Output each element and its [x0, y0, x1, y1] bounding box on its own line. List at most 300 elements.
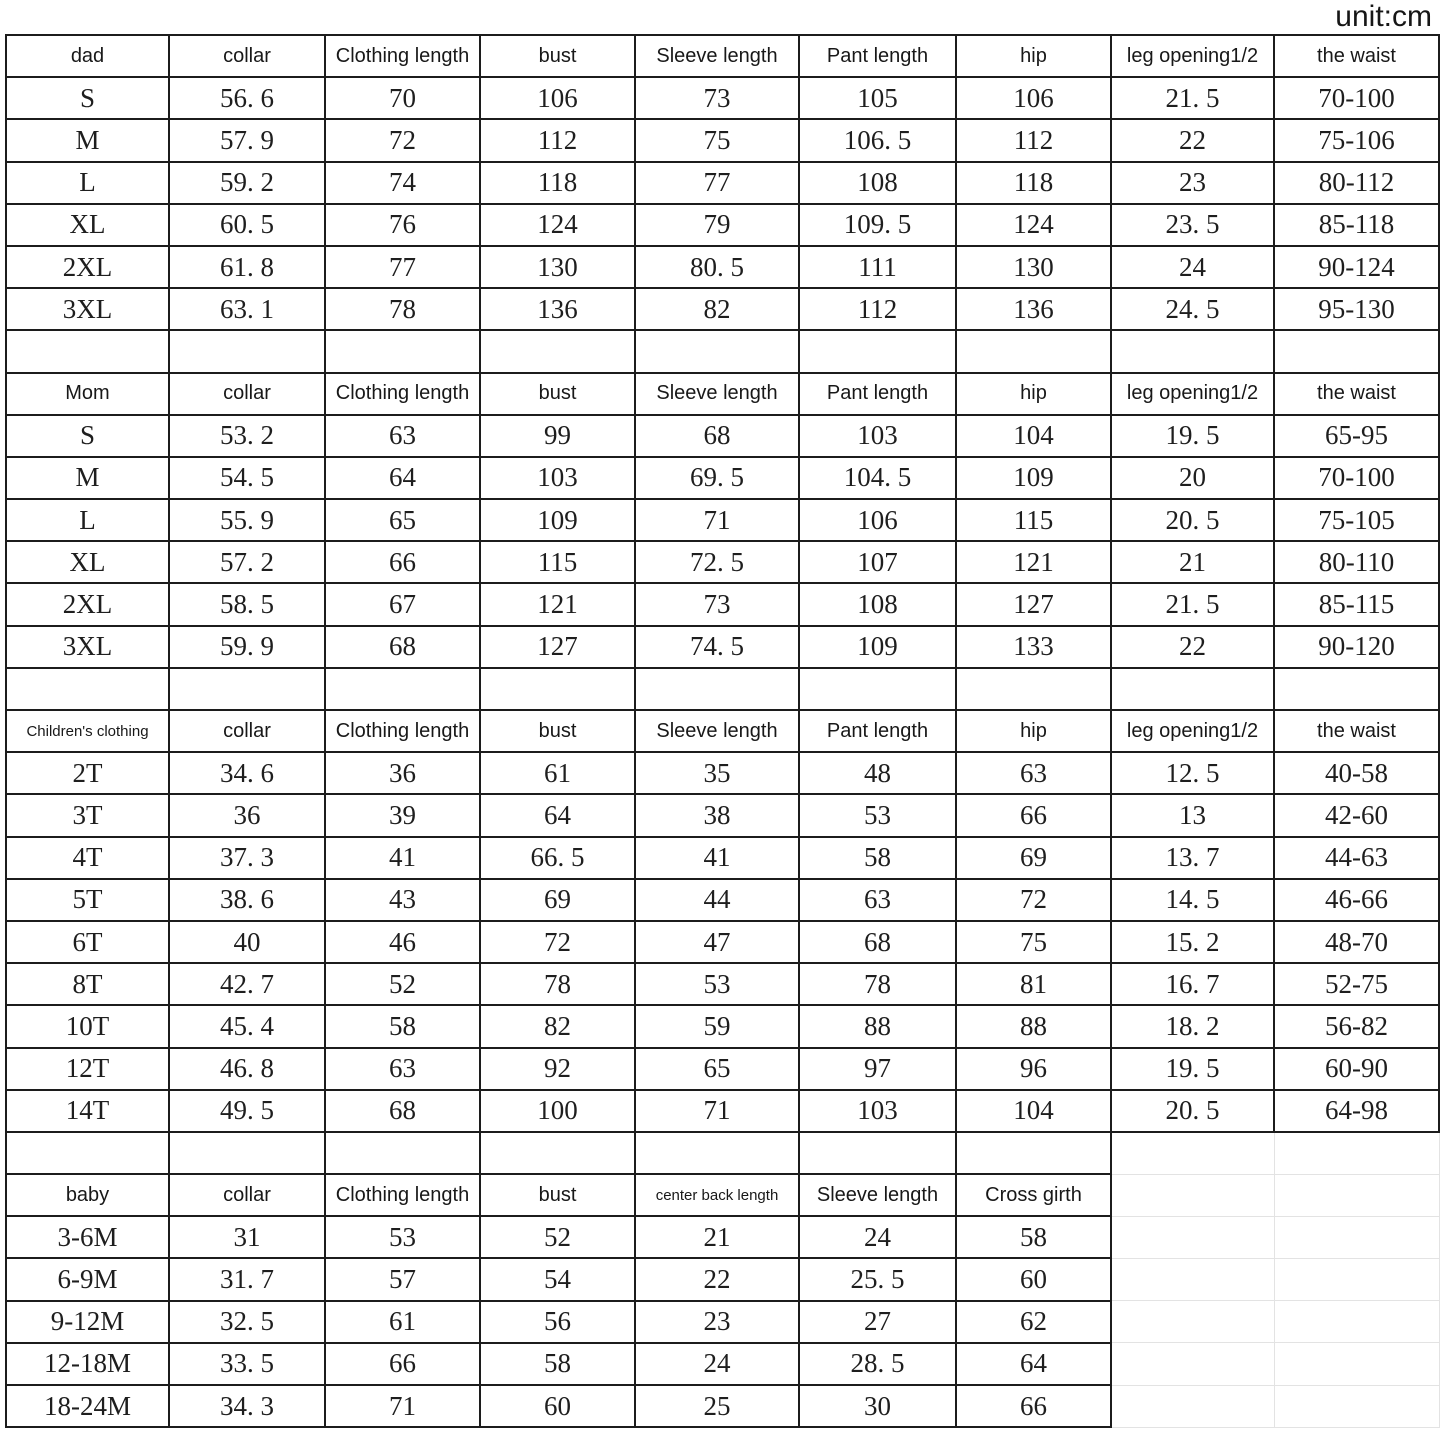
spreadsheet-grid-cell	[1111, 1174, 1274, 1216]
value-cell: 23	[635, 1301, 799, 1343]
size-label-cell: 5T	[6, 879, 169, 921]
header-cell: hip	[956, 710, 1111, 752]
value-cell: 49. 5	[169, 1090, 325, 1132]
header-cell: bust	[480, 35, 635, 77]
section-title-cell: baby	[6, 1174, 169, 1216]
table-row	[6, 204, 1439, 246]
value-cell: 111	[799, 246, 956, 288]
value-cell: 52	[480, 1216, 635, 1258]
section-header-row	[6, 1174, 1439, 1216]
value-cell: 13	[1111, 794, 1274, 836]
header-cell: Clothing length	[325, 373, 480, 415]
header-cell: the waist	[1274, 35, 1439, 77]
value-cell: 57. 2	[169, 541, 325, 583]
value-cell: 107	[799, 541, 956, 583]
value-cell: 56-82	[1274, 1005, 1439, 1047]
value-cell: 44-63	[1274, 837, 1439, 879]
empty-cell	[956, 330, 1111, 372]
header-cell: leg opening1/2	[1111, 373, 1274, 415]
value-cell: 136	[480, 288, 635, 330]
value-cell: 106	[956, 77, 1111, 119]
value-cell: 58. 5	[169, 583, 325, 625]
header-cell: Clothing length	[325, 710, 480, 752]
value-cell: 77	[635, 162, 799, 204]
value-cell: 72	[956, 879, 1111, 921]
size-label-cell: 8T	[6, 963, 169, 1005]
value-cell: 66. 5	[480, 837, 635, 879]
spreadsheet-grid-cell	[1274, 1174, 1439, 1216]
empty-cell	[799, 330, 956, 372]
header-cell: Sleeve length	[635, 35, 799, 77]
spreadsheet-grid-cell	[1111, 1216, 1274, 1258]
value-cell: 99	[480, 415, 635, 457]
value-cell: 44	[635, 879, 799, 921]
value-cell: 82	[480, 1005, 635, 1047]
value-cell: 90-124	[1274, 246, 1439, 288]
value-cell: 63	[325, 415, 480, 457]
size-label-cell: 4T	[6, 837, 169, 879]
value-cell: 40-58	[1274, 752, 1439, 794]
value-cell: 34. 6	[169, 752, 325, 794]
empty-cell	[480, 330, 635, 372]
header-cell: Sleeve length	[799, 1174, 956, 1216]
value-cell: 80-110	[1274, 541, 1439, 583]
value-cell: 65	[325, 499, 480, 541]
spreadsheet-grid-cell	[1274, 1132, 1439, 1174]
value-cell: 68	[325, 1090, 480, 1132]
header-cell: center back length	[635, 1174, 799, 1216]
value-cell: 13. 7	[1111, 837, 1274, 879]
value-cell: 20	[1111, 457, 1274, 499]
section-header-row	[6, 373, 1439, 415]
value-cell: 66	[956, 1385, 1111, 1427]
value-cell: 22	[1111, 119, 1274, 161]
value-cell: 54. 5	[169, 457, 325, 499]
value-cell: 70-100	[1274, 77, 1439, 119]
value-cell: 27	[799, 1301, 956, 1343]
spreadsheet-grid-cell	[1111, 1385, 1274, 1427]
value-cell: 42. 7	[169, 963, 325, 1005]
value-cell: 92	[480, 1048, 635, 1090]
spacer-row	[6, 330, 1439, 372]
value-cell: 46-66	[1274, 879, 1439, 921]
value-cell: 21. 5	[1111, 77, 1274, 119]
value-cell: 75-105	[1274, 499, 1439, 541]
value-cell: 45. 4	[169, 1005, 325, 1047]
header-cell: Clothing length	[325, 1174, 480, 1216]
value-cell: 70	[325, 77, 480, 119]
value-cell: 42-60	[1274, 794, 1439, 836]
value-cell: 57. 9	[169, 119, 325, 161]
empty-cell	[6, 1132, 169, 1174]
header-cell: hip	[956, 373, 1111, 415]
value-cell: 90-120	[1274, 626, 1439, 668]
value-cell: 115	[480, 541, 635, 583]
value-cell: 112	[480, 119, 635, 161]
size-label-cell: 12-18M	[6, 1343, 169, 1385]
value-cell: 53	[635, 963, 799, 1005]
value-cell: 68	[325, 626, 480, 668]
value-cell: 53	[799, 794, 956, 836]
size-label-cell: S	[6, 77, 169, 119]
value-cell: 61	[480, 752, 635, 794]
value-cell: 63	[956, 752, 1111, 794]
value-cell: 16. 7	[1111, 963, 1274, 1005]
size-chart-sheet	[5, 34, 1440, 1428]
value-cell: 109	[480, 499, 635, 541]
value-cell: 48-70	[1274, 921, 1439, 963]
table-row	[6, 77, 1439, 119]
value-cell: 115	[956, 499, 1111, 541]
value-cell: 56. 6	[169, 77, 325, 119]
table-row	[6, 1343, 1439, 1385]
header-cell: collar	[169, 1174, 325, 1216]
value-cell: 21	[1111, 541, 1274, 583]
size-chart-table	[5, 34, 1440, 1428]
section-title-cell: Children's clothing	[6, 710, 169, 752]
table-row	[6, 963, 1439, 1005]
spreadsheet-grid-cell	[1111, 1301, 1274, 1343]
table-row	[6, 119, 1439, 161]
empty-cell	[1274, 668, 1439, 710]
value-cell: 63	[799, 879, 956, 921]
value-cell: 104	[956, 1090, 1111, 1132]
value-cell: 24	[799, 1216, 956, 1258]
empty-cell	[169, 330, 325, 372]
section-title-cell: Mom	[6, 373, 169, 415]
value-cell: 22	[635, 1258, 799, 1300]
spreadsheet-grid-cell	[1111, 1343, 1274, 1385]
size-label-cell: 2XL	[6, 246, 169, 288]
size-label-cell: 6T	[6, 921, 169, 963]
value-cell: 75	[635, 119, 799, 161]
value-cell: 64-98	[1274, 1090, 1439, 1132]
value-cell: 57	[325, 1258, 480, 1300]
value-cell: 60. 5	[169, 204, 325, 246]
value-cell: 79	[635, 204, 799, 246]
value-cell: 106. 5	[799, 119, 956, 161]
value-cell: 59	[635, 1005, 799, 1047]
table-row	[6, 541, 1439, 583]
value-cell: 124	[956, 204, 1111, 246]
value-cell: 53. 2	[169, 415, 325, 457]
table-row	[6, 457, 1439, 499]
size-label-cell: XL	[6, 541, 169, 583]
size-label-cell: M	[6, 119, 169, 161]
size-label-cell: 3XL	[6, 626, 169, 668]
value-cell: 78	[799, 963, 956, 1005]
value-cell: 85-118	[1274, 204, 1439, 246]
value-cell: 103	[799, 1090, 956, 1132]
value-cell: 136	[956, 288, 1111, 330]
size-label-cell: 10T	[6, 1005, 169, 1047]
value-cell: 60	[956, 1258, 1111, 1300]
value-cell: 53	[325, 1216, 480, 1258]
value-cell: 109	[956, 457, 1111, 499]
value-cell: 32. 5	[169, 1301, 325, 1343]
value-cell: 56	[480, 1301, 635, 1343]
value-cell: 47	[635, 921, 799, 963]
value-cell: 78	[480, 963, 635, 1005]
value-cell: 69	[480, 879, 635, 921]
value-cell: 64	[480, 794, 635, 836]
value-cell: 39	[325, 794, 480, 836]
empty-cell	[480, 668, 635, 710]
value-cell: 70-100	[1274, 457, 1439, 499]
spreadsheet-grid-cell	[1274, 1343, 1439, 1385]
header-cell: bust	[480, 710, 635, 752]
value-cell: 18. 2	[1111, 1005, 1274, 1047]
value-cell: 66	[325, 1343, 480, 1385]
value-cell: 74	[325, 162, 480, 204]
value-cell: 72	[325, 119, 480, 161]
value-cell: 73	[635, 77, 799, 119]
header-cell: leg opening1/2	[1111, 35, 1274, 77]
value-cell: 106	[799, 499, 956, 541]
empty-cell	[956, 668, 1111, 710]
value-cell: 21. 5	[1111, 583, 1274, 625]
empty-cell	[169, 1132, 325, 1174]
value-cell: 96	[956, 1048, 1111, 1090]
table-row	[6, 1048, 1439, 1090]
size-label-cell: 12T	[6, 1048, 169, 1090]
table-row	[6, 583, 1439, 625]
value-cell: 88	[799, 1005, 956, 1047]
table-row	[6, 921, 1439, 963]
table-row	[6, 626, 1439, 668]
header-cell: Pant length	[799, 373, 956, 415]
value-cell: 74. 5	[635, 626, 799, 668]
value-cell: 28. 5	[799, 1343, 956, 1385]
section-header-row	[6, 710, 1439, 752]
value-cell: 58	[956, 1216, 1111, 1258]
empty-cell	[635, 1132, 799, 1174]
value-cell: 15. 2	[1111, 921, 1274, 963]
value-cell: 61. 8	[169, 246, 325, 288]
value-cell: 63. 1	[169, 288, 325, 330]
value-cell: 62	[956, 1301, 1111, 1343]
value-cell: 103	[480, 457, 635, 499]
value-cell: 77	[325, 246, 480, 288]
empty-cell	[956, 1132, 1111, 1174]
value-cell: 41	[635, 837, 799, 879]
value-cell: 88	[956, 1005, 1111, 1047]
size-label-cell: 3T	[6, 794, 169, 836]
value-cell: 25. 5	[799, 1258, 956, 1300]
table-row	[6, 1301, 1439, 1343]
empty-cell	[799, 1132, 956, 1174]
value-cell: 58	[325, 1005, 480, 1047]
size-label-cell: 18-24M	[6, 1385, 169, 1427]
spacer-row	[6, 1132, 1439, 1174]
table-row	[6, 794, 1439, 836]
value-cell: 21	[635, 1216, 799, 1258]
section-title-cell: dad	[6, 35, 169, 77]
value-cell: 68	[635, 415, 799, 457]
empty-cell	[1111, 668, 1274, 710]
empty-cell	[1274, 330, 1439, 372]
value-cell: 58	[799, 837, 956, 879]
value-cell: 58	[480, 1343, 635, 1385]
value-cell: 25	[635, 1385, 799, 1427]
table-row	[6, 246, 1439, 288]
spreadsheet-grid-cell	[1274, 1385, 1439, 1427]
value-cell: 112	[799, 288, 956, 330]
value-cell: 72. 5	[635, 541, 799, 583]
value-cell: 121	[956, 541, 1111, 583]
spreadsheet-grid-cell	[1111, 1132, 1274, 1174]
value-cell: 109. 5	[799, 204, 956, 246]
value-cell: 127	[480, 626, 635, 668]
value-cell: 37. 3	[169, 837, 325, 879]
table-row	[6, 1090, 1439, 1132]
value-cell: 54	[480, 1258, 635, 1300]
value-cell: 103	[799, 415, 956, 457]
empty-cell	[6, 668, 169, 710]
value-cell: 104. 5	[799, 457, 956, 499]
value-cell: 65	[635, 1048, 799, 1090]
section-header-row	[6, 35, 1439, 77]
value-cell: 106	[480, 77, 635, 119]
table-row	[6, 162, 1439, 204]
value-cell: 118	[956, 162, 1111, 204]
value-cell: 64	[956, 1343, 1111, 1385]
table-row	[6, 288, 1439, 330]
value-cell: 22	[1111, 626, 1274, 668]
value-cell: 80. 5	[635, 246, 799, 288]
value-cell: 33. 5	[169, 1343, 325, 1385]
value-cell: 52-75	[1274, 963, 1439, 1005]
value-cell: 24. 5	[1111, 288, 1274, 330]
size-label-cell: S	[6, 415, 169, 457]
value-cell: 19. 5	[1111, 1048, 1274, 1090]
table-row	[6, 879, 1439, 921]
value-cell: 71	[635, 499, 799, 541]
value-cell: 75-106	[1274, 119, 1439, 161]
value-cell: 71	[635, 1090, 799, 1132]
header-cell: collar	[169, 373, 325, 415]
value-cell: 31. 7	[169, 1258, 325, 1300]
value-cell: 75	[956, 921, 1111, 963]
header-cell: Cross girth	[956, 1174, 1111, 1216]
empty-cell	[325, 668, 480, 710]
value-cell: 55. 9	[169, 499, 325, 541]
size-label-cell: 2XL	[6, 583, 169, 625]
value-cell: 95-130	[1274, 288, 1439, 330]
value-cell: 24	[635, 1343, 799, 1385]
value-cell: 85-115	[1274, 583, 1439, 625]
size-label-cell: 2T	[6, 752, 169, 794]
value-cell: 20. 5	[1111, 499, 1274, 541]
value-cell: 104	[956, 415, 1111, 457]
value-cell: 36	[169, 794, 325, 836]
value-cell: 127	[956, 583, 1111, 625]
header-cell: the waist	[1274, 373, 1439, 415]
header-cell: Sleeve length	[635, 373, 799, 415]
unit-label: unit:cm	[1335, 0, 1432, 33]
value-cell: 38	[635, 794, 799, 836]
size-label-cell: 14T	[6, 1090, 169, 1132]
value-cell: 97	[799, 1048, 956, 1090]
value-cell: 73	[635, 583, 799, 625]
value-cell: 60-90	[1274, 1048, 1439, 1090]
value-cell: 34. 3	[169, 1385, 325, 1427]
header-cell: Pant length	[799, 35, 956, 77]
empty-cell	[325, 1132, 480, 1174]
value-cell: 118	[480, 162, 635, 204]
value-cell: 133	[956, 626, 1111, 668]
size-label-cell: 3-6M	[6, 1216, 169, 1258]
value-cell: 72	[480, 921, 635, 963]
value-cell: 130	[480, 246, 635, 288]
value-cell: 121	[480, 583, 635, 625]
table-row	[6, 499, 1439, 541]
spreadsheet-grid-cell	[1111, 1258, 1274, 1300]
value-cell: 105	[799, 77, 956, 119]
size-chart-body	[6, 35, 1439, 1427]
value-cell: 130	[956, 246, 1111, 288]
empty-cell	[1111, 330, 1274, 372]
table-row	[6, 415, 1439, 457]
header-cell: collar	[169, 710, 325, 752]
spreadsheet-grid-cell	[1274, 1216, 1439, 1258]
table-row	[6, 1385, 1439, 1427]
spacer-row	[6, 668, 1439, 710]
value-cell: 80-112	[1274, 162, 1439, 204]
size-label-cell: 6-9M	[6, 1258, 169, 1300]
value-cell: 124	[480, 204, 635, 246]
value-cell: 108	[799, 583, 956, 625]
table-row	[6, 1216, 1439, 1258]
value-cell: 23	[1111, 162, 1274, 204]
spreadsheet-grid-cell	[1274, 1258, 1439, 1300]
value-cell: 65-95	[1274, 415, 1439, 457]
value-cell: 19. 5	[1111, 415, 1274, 457]
table-row	[6, 752, 1439, 794]
value-cell: 36	[325, 752, 480, 794]
size-label-cell: 9-12M	[6, 1301, 169, 1343]
header-cell: Pant length	[799, 710, 956, 752]
value-cell: 61	[325, 1301, 480, 1343]
table-row	[6, 837, 1439, 879]
value-cell: 59. 2	[169, 162, 325, 204]
header-cell: bust	[480, 1174, 635, 1216]
empty-cell	[799, 668, 956, 710]
value-cell: 43	[325, 879, 480, 921]
header-cell: the waist	[1274, 710, 1439, 752]
header-cell: Clothing length	[325, 35, 480, 77]
empty-cell	[6, 330, 169, 372]
value-cell: 64	[325, 457, 480, 499]
value-cell: 68	[799, 921, 956, 963]
value-cell: 109	[799, 626, 956, 668]
value-cell: 100	[480, 1090, 635, 1132]
table-row	[6, 1005, 1439, 1047]
value-cell: 48	[799, 752, 956, 794]
table-row	[6, 1258, 1439, 1300]
value-cell: 31	[169, 1216, 325, 1258]
value-cell: 66	[325, 541, 480, 583]
value-cell: 52	[325, 963, 480, 1005]
value-cell: 63	[325, 1048, 480, 1090]
value-cell: 12. 5	[1111, 752, 1274, 794]
empty-cell	[480, 1132, 635, 1174]
header-cell: leg opening1/2	[1111, 710, 1274, 752]
value-cell: 67	[325, 583, 480, 625]
value-cell: 78	[325, 288, 480, 330]
value-cell: 76	[325, 204, 480, 246]
value-cell: 112	[956, 119, 1111, 161]
